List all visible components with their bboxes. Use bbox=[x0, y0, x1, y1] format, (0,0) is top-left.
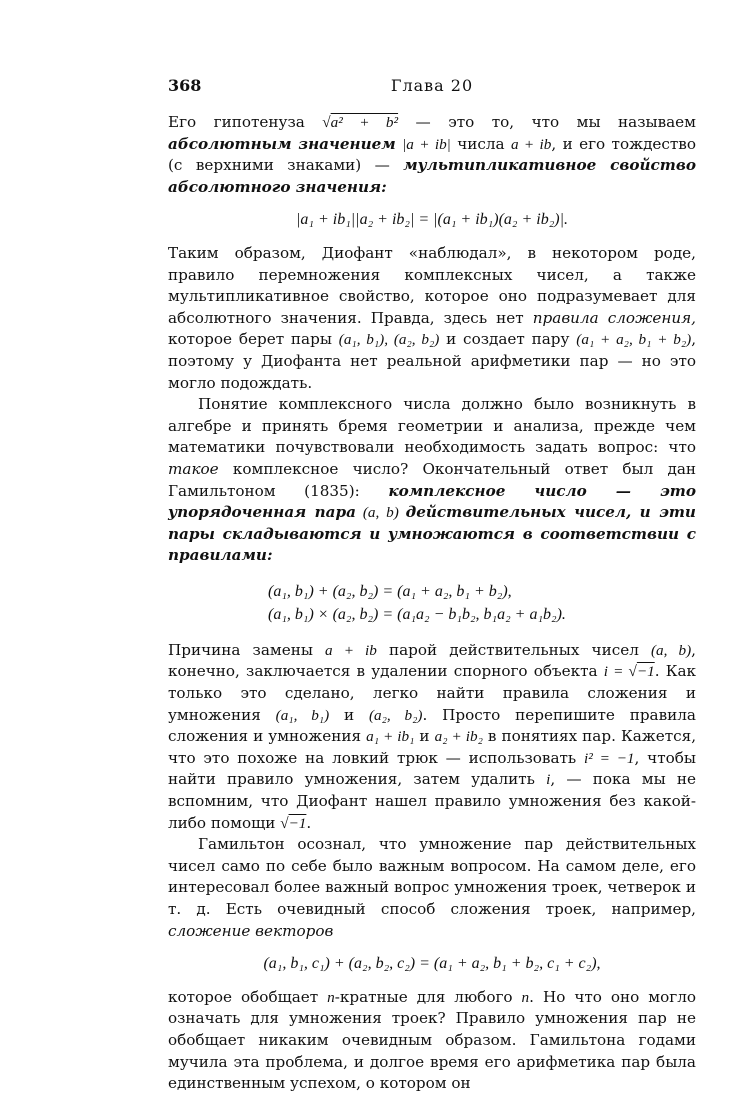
math-inline: (a, b) bbox=[650, 641, 692, 659]
text-run: , — пока мы не вспомним, что Диофант нашел правило умножения без какой-либо помощи bbox=[168, 770, 697, 832]
text-run: . Просто перепишите правила сложения и умножения bbox=[168, 705, 696, 746]
emphasis-term: действительных чисел, и эти пары складываются и умножаются в соответствии с правилами: bbox=[168, 503, 696, 565]
running-header bbox=[168, 76, 696, 98]
sqrt-sign: √ bbox=[628, 663, 637, 681]
text-run: . Как только это сделано, легко найти правила сложения и умножения bbox=[168, 662, 696, 724]
text-run: и создает пару bbox=[439, 330, 577, 349]
equation-line-multiplication: (a₁, b₁) × (a₂, b₂) = (a₁a₂ − b₁b₂, b₁a₂ + a₁b₂). bbox=[268, 605, 566, 623]
text-run: числа bbox=[450, 134, 511, 153]
text-run: Таким образом, Диофант «наблюдал», в некотором роде, правило перемножения комплексных чисел, а также мультипликативное свойство, которое оно подразумевает для абсолютного значения. Правда, здесь нет bbox=[168, 243, 696, 327]
equation-line-addition: (a₁, b₁) + (a₂, b₂) = (a₁ + a₂, b₁ + b₂), bbox=[268, 582, 512, 600]
paragraph-2 bbox=[168, 243, 696, 394]
math-inline: a₂ + ib₂ bbox=[434, 728, 483, 746]
math-inline: n bbox=[327, 988, 335, 1006]
paragraph-6 bbox=[168, 987, 696, 1095]
text-run: . bbox=[306, 813, 312, 832]
display-equation-1: |a₁ + ib₁||a₂ + ib₂| = |(a₁ + ib₁)(a₂ + ib₂)|. bbox=[296, 211, 568, 229]
paragraph-5 bbox=[168, 834, 696, 942]
text-run: и bbox=[414, 727, 435, 746]
text-run: парой действительных чисел bbox=[376, 640, 651, 659]
emphasis-term: правила сложения, bbox=[532, 308, 696, 327]
math-inline bbox=[280, 815, 306, 832]
text-run: комплексное число? Окончательный ответ был дан Гамильтоном (1835): bbox=[168, 459, 696, 500]
text-run: . Но что оно могло означать для умножения троек? Правило умножения пар не обобщает никаким очевидным образом. Гамильтона годами мучила эта проблема, и долгое время его арифметика пар была единственным успехом, о котором он bbox=[168, 987, 696, 1093]
sqrt-body: −1 bbox=[288, 814, 307, 832]
text-run: Причина замены bbox=[168, 640, 326, 659]
text-run: Гамильтон осознал, что умножение пар действительных чисел само по себе было важным вопросом. На самом деле, его интересовал более важный вопрос умножения троек, четверок и т. д. Есть очевидный способ сложения троек, например, bbox=[168, 835, 696, 918]
body-text bbox=[168, 112, 696, 1095]
sqrt-body: −1 bbox=[636, 663, 655, 681]
text-run: , и его тождество (с верхними знаками) — bbox=[168, 134, 697, 175]
display-equations-2 bbox=[168, 580, 696, 626]
emphasis-term: такое bbox=[168, 459, 219, 478]
math-inline: (a₁ + a₂, b₁ + b₂) bbox=[576, 331, 692, 349]
text-run: и bbox=[329, 705, 369, 724]
text-run: — это то, что мы называем bbox=[398, 113, 696, 131]
math-inline: (a₁, b₁) bbox=[275, 706, 330, 724]
math-inline: (a, b) bbox=[355, 504, 406, 522]
emphasis-term: абсолютным значением bbox=[168, 134, 396, 153]
math-inline: a + ib bbox=[510, 135, 552, 153]
emphasis-term: сложение векторов bbox=[168, 921, 334, 940]
math-inline: (a₁, b₁), (a₂, b₂) bbox=[338, 331, 440, 349]
text-run: в понятиях пар. Кажется, что это похоже на ловкий трюк — использовать bbox=[168, 727, 697, 767]
paragraph-1 bbox=[168, 112, 696, 198]
text-run: -кратные для любого bbox=[334, 987, 522, 1006]
text-run: которое обобщает bbox=[168, 987, 328, 1006]
text-run: которое берет пары bbox=[168, 330, 339, 349]
display-equation-3: (a₁, b₁, c₁) + (a₂, b₂, c₂) = (a₁ + a₂, b₁ + b₂, c₁ + c₂), bbox=[263, 955, 601, 973]
text-run: , конечно, заключается в удалении спорного объекта bbox=[168, 640, 696, 681]
math-inline: i bbox=[546, 771, 551, 789]
math-part: i = bbox=[603, 663, 629, 681]
math-inline: (a₂, b₂) bbox=[368, 706, 423, 724]
text-run: Его гипотенуза bbox=[168, 113, 323, 131]
math-inline: i² = −1 bbox=[584, 749, 635, 767]
text-run: , поэтому у Диофанта нет реальной арифметики пар — но это могло подождать. bbox=[168, 330, 697, 392]
text-run: Понятие комплексного числа должно было возникнуть в алгебре и принять бремя геометрии и анализа, прежде чем математики почувствовали необходимость задать вопрос: что bbox=[168, 395, 696, 457]
math-inline: n bbox=[521, 988, 530, 1006]
chapter-title: Глава 20 bbox=[390, 76, 474, 95]
sqrt-body: a² + b² bbox=[330, 114, 399, 131]
math-inline bbox=[322, 114, 398, 131]
page-number: 368 bbox=[168, 76, 202, 95]
emphasis-term: комплексное число — это упорядоченная пара bbox=[168, 481, 696, 522]
paragraph-3 bbox=[168, 394, 696, 567]
math-inline: a + ib bbox=[325, 641, 377, 659]
text-run: , чтобы найти правило умножения, затем удалить bbox=[168, 748, 696, 789]
math-inline: a₁ + ib₁ bbox=[366, 728, 415, 746]
math-inline bbox=[604, 663, 655, 680]
paragraph-4 bbox=[168, 640, 696, 834]
sqrt-sign: √ bbox=[322, 114, 331, 131]
sqrt-sign: √ bbox=[280, 814, 289, 832]
math-inline: |a + ib| bbox=[402, 135, 451, 153]
emphasis-term: мультипликативное свойство абсолютного значения: bbox=[168, 156, 696, 196]
